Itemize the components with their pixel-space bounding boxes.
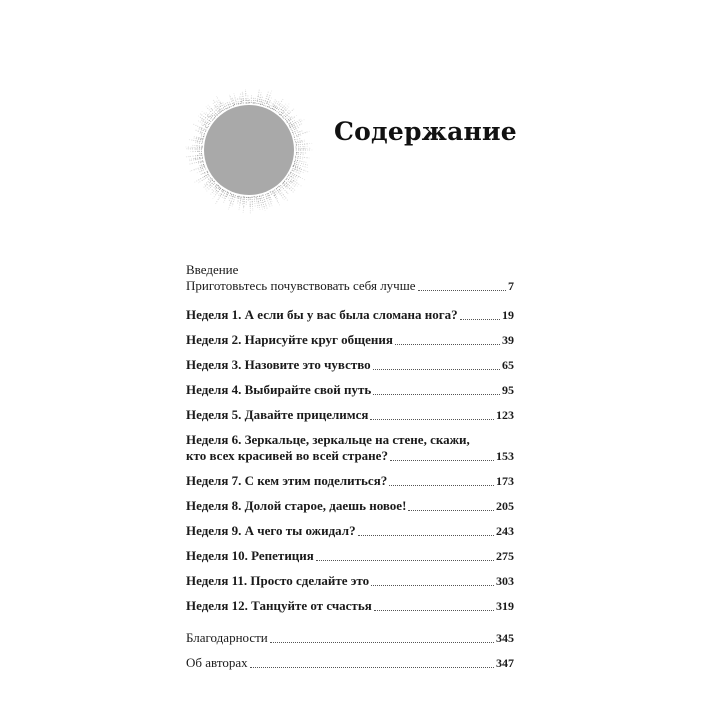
toc-entry-week-2[interactable] <box>186 332 514 348</box>
toc-entry-title: Неделя 3. Назовите это чувство <box>186 357 371 372</box>
dot-leader <box>250 667 494 668</box>
toc-page-number: 39 <box>502 333 514 347</box>
toc-entry-week-8[interactable] <box>186 498 514 514</box>
toc-page-number: 205 <box>496 499 514 513</box>
toc-page-number: 319 <box>496 599 514 613</box>
toc-page-number: 275 <box>496 549 514 563</box>
toc-entry-about-authors[interactable] <box>186 655 514 671</box>
toc-entry-title: Неделя 9. А чего ты ожидал? <box>186 523 356 538</box>
toc-entry-title: Неделя 1. А если бы у вас была сломана нога? <box>186 307 458 322</box>
toc-entry-title: Благодарности <box>186 630 268 645</box>
toc-entry-week-5[interactable] <box>186 407 514 423</box>
toc-entry-title: Неделя 8. Долой старое, даешь новое! <box>186 498 407 513</box>
toc-page-number: 153 <box>496 449 514 463</box>
toc-entry-title: Неделя 2. Нарисуйте круг общения <box>186 332 393 347</box>
toc-entry-week-9[interactable] <box>186 523 514 539</box>
dot-leader <box>390 460 494 461</box>
emblem-disc <box>204 105 294 195</box>
toc-page-number: 173 <box>496 474 514 488</box>
toc-entry-title: Неделя 7. С кем этим поделиться? <box>186 473 388 488</box>
toc-entry-intro[interactable] <box>186 262 514 294</box>
dot-leader <box>316 560 494 561</box>
toc-page-number: 19 <box>502 308 514 322</box>
table-of-contents <box>186 262 514 680</box>
toc-page-number: 303 <box>496 574 514 588</box>
toc-entry-title: кто всех красивей во всей стране? <box>186 448 388 463</box>
toc-entry-title: Неделя 5. Давайте прицелимся <box>186 407 369 422</box>
dot-leader <box>408 510 494 511</box>
toc-entry-acknowledgements[interactable] <box>186 630 514 646</box>
toc-page-number: 347 <box>496 656 514 670</box>
toc-entry-title: Неделя 11. Просто сделайте это <box>186 573 370 588</box>
dot-leader <box>358 535 494 536</box>
dot-leader <box>395 344 500 345</box>
toc-entry-title-line1: Неделя 6. Зеркальце, зеркальце на стене, скажи, <box>186 432 470 447</box>
emblem-graphic <box>184 85 314 215</box>
toc-page-number: 123 <box>496 408 514 422</box>
toc-entry-week-3[interactable] <box>186 357 514 373</box>
toc-entry-title: Приготовьтесь почувствовать себя лучше <box>186 278 416 293</box>
toc-page-number: 65 <box>502 358 514 372</box>
page-title: Содержание <box>334 117 517 146</box>
dot-leader <box>373 369 500 370</box>
toc-entry-title: Неделя 10. Репетиция <box>186 548 314 563</box>
toc-entry-title: Неделя 4. Выбирайте свой путь <box>186 382 372 397</box>
dot-leader <box>371 585 494 586</box>
toc-entry-week-6[interactable] <box>186 432 514 464</box>
toc-entry-title: Неделя 12. Танцуйте от счастья <box>186 598 372 613</box>
dot-leader <box>374 610 494 611</box>
dot-leader <box>418 290 507 291</box>
dot-leader <box>460 319 500 320</box>
dot-leader <box>373 394 500 395</box>
toc-page-number: 345 <box>496 631 514 645</box>
dot-leader <box>389 485 494 486</box>
toc-entry-week-1[interactable] <box>186 307 514 323</box>
toc-intro-row <box>186 278 514 294</box>
toc-entry-week-10[interactable] <box>186 548 514 564</box>
toc-page-number: 7 <box>508 279 514 293</box>
toc-page-number: 243 <box>496 524 514 538</box>
toc-page-number: 95 <box>502 383 514 397</box>
toc-entry-week-4[interactable] <box>186 382 514 398</box>
toc-intro-label: Введение <box>186 262 239 277</box>
dot-leader <box>370 419 494 420</box>
toc-entry-title: Об авторах <box>186 655 248 670</box>
toc-entry-week-11[interactable] <box>186 573 514 589</box>
toc-entry-week-12[interactable] <box>186 598 514 614</box>
dot-leader <box>270 642 494 643</box>
toc-entry-week-7[interactable] <box>186 473 514 489</box>
sunburst-circle-icon <box>184 85 314 215</box>
